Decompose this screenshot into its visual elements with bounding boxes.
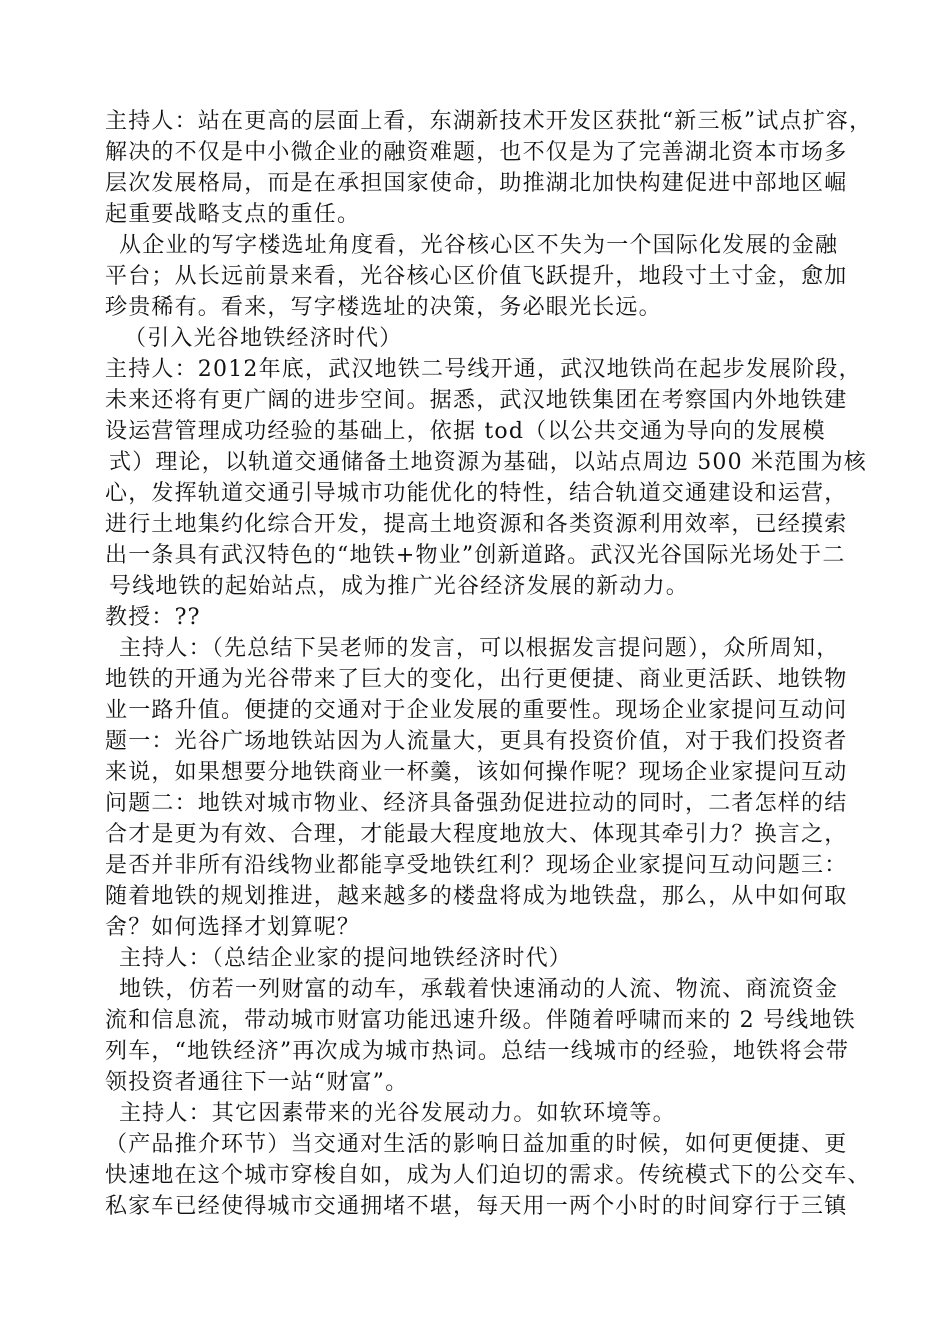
text-line: 式）理论，以轨道交通储备土地资源为基础，以站点周边 500 米范围为核 [109, 450, 867, 475]
text-line: 从企业的写字楼选址角度看，光谷核心区不失为一个国际化发展的金融 [119, 233, 839, 258]
text-line: 流和信息流，带动城市财富功能迅速升级。伴随着呼啸而来的 2 号线地铁 [105, 1008, 856, 1033]
text-line: 起重要战略支点的重任。 [105, 202, 361, 227]
text-line: 教授：?? [105, 605, 201, 630]
text-line: 设运营管理成功经验的基础上，依据 tod（以公共交通为导向的发展模 [105, 419, 826, 444]
text-line: 是否并非所有沿线物业都能享受地铁红利？现场企业家提问互动问题三： [105, 853, 848, 878]
text-line: 平台；从长远前景来看，光谷核心区价值飞跃提升，地段寸土寸金，愈加 [105, 264, 848, 289]
text-line: 列车，“地铁经济”再次成为城市热词。总结一线城市的经验，地铁将会带 [105, 1039, 850, 1064]
text-line: 地铁的开通为光谷带来了巨大的变化，出行更便捷、商业更活跃、地铁物 [105, 667, 848, 692]
text-line: 随着地铁的规划推进，越来越多的楼盘将成为地铁盘，那么，从中如何取 [105, 884, 848, 909]
text-line: 珍贵稀有。看来，写字楼选址的决策，务必眼光长远。 [105, 295, 662, 320]
text-line: 号线地铁的起始站点，成为推广光谷经济发展的新动力。 [109, 574, 690, 599]
section-note: （引入光谷地铁经济时代） [124, 326, 403, 351]
text-line: 主持人：（先总结下吴老师的发言，可以根据发言提问题），众所周知， [119, 636, 840, 661]
text-line: 来说，如果想要分地铁商业一杯羹，该如何操作呢？现场企业家提问互动 [105, 760, 848, 785]
text-line: 问题二：地铁对城市物业、经济具备强劲促进拉动的同时，二者怎样的结 [105, 791, 848, 816]
text-line: 业一路升值。便捷的交通对于企业发展的重要性。现场企业家提问互动问 [105, 698, 848, 723]
text-line: 快速地在这个城市穿梭自如，成为人们迫切的需求。传统模式下的公交车、 [105, 1163, 871, 1188]
text-line: 主持人：站在更高的层面上看，东湖新技术开发区获批“新三板”试点扩容， [105, 109, 873, 134]
text-line: 领投资者通往下一站“财富”。 [105, 1070, 409, 1095]
text-line: 心，发挥轨道交通引导城市功能优化的特性，结合轨道交通建设和运营， [105, 481, 848, 506]
text-line: 合才是更为有效、合理，才能最大程度地放大、体现其牵引力？换言之， [105, 822, 848, 847]
text-line: 主持人：（总结企业家的提问地铁经济时代） [119, 946, 573, 971]
text-line: 题一：光谷广场地铁站因为人流量大，更具有投资价值，对于我们投资者 [105, 729, 848, 754]
text-line: 层次发展格局，而是在承担国家使命，助推湖北加快构建促进中部地区崛 [105, 171, 848, 196]
text-line: 地铁，仿若一列财富的动车，承载着快速涌动的人流、物流、商流资金 [119, 977, 839, 1002]
text-line: 出一条具有武汉特色的“地铁+物业”创新道路。武汉光谷国际光场处于二 [105, 543, 846, 568]
text-line: 进行土地集约化综合开发，提高土地资源和各类资源利用效率，已经摸索 [105, 512, 848, 537]
text-line: （产品推介环节）当交通对生活的影响日益加重的时候，如何更便捷、更 [105, 1132, 848, 1157]
text-line: 私家车已经使得城市交通拥堵不堪，每天用一两个小时的时间穿行于三镇 [105, 1194, 848, 1219]
text-line: 舍？如何选择才划算呢？ [105, 915, 361, 940]
text-line: 解决的不仅是中小微企业的融资难题，也不仅是为了完善湖北资本市场多 [105, 140, 848, 165]
text-line: 未来还将有更广阔的进步空间。据悉，武汉地铁集团在考察国内外地铁建 [105, 388, 848, 413]
text-line: 主持人：2012年底，武汉地铁二号线开通，武汉地铁尚在起步发展阶段， [105, 357, 862, 382]
text-line: 主持人：其它因素带来的光谷发展动力。如软环境等。 [119, 1101, 676, 1126]
